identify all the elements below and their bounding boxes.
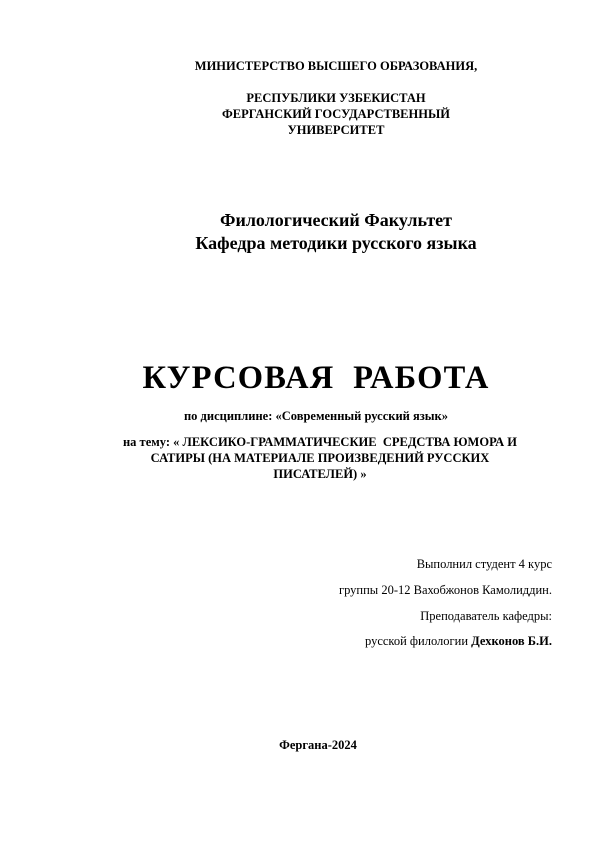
- city-year: Фергана-2024: [279, 738, 357, 752]
- topic-line-1: на тему: « ЛЕКСИКО-ГРАММАТИЧЕСКИЕ СРЕДСТВА ЮМОРА И: [122, 435, 517, 449]
- document-title: КУРСОВАЯ РАБОТА: [142, 360, 490, 396]
- discipline-line: по дисциплине: «Современный русский язык»: [183, 409, 448, 423]
- topic-line-2: САТИРЫ (НА МАТЕРИАЛЕ ПРОИЗВЕДЕНИЙ РУССКИХ: [150, 451, 490, 465]
- university-line-2: УНИВЕРСИТЕТ: [287, 123, 385, 137]
- author-line-2: группы 20-12 Вахобжонов Камолиддин.: [338, 583, 552, 597]
- republic-line: РЕСПУБЛИКИ УЗБЕКИСТАН: [246, 91, 426, 105]
- department-name: Кафедра методики русского языка: [195, 233, 477, 253]
- university-line-1: ФЕРГАНСКИЙ ГОСУДАРСТВЕННЫЙ: [222, 107, 450, 121]
- supervisor-line-1: Преподаватель кафедры:: [420, 609, 552, 623]
- ministry-line: МИНИСТЕРСТВО ВЫСШЕГО ОБРАЗОВАНИЯ,: [194, 59, 478, 73]
- supervisor-dept: русской филологии: [364, 634, 472, 648]
- faculty-name: Филологический Факультет: [219, 210, 453, 230]
- supervisor-line-2: [365, 633, 552, 649]
- supervisor-name: Дехконов Б.И.: [471, 634, 552, 648]
- topic-line-3: ПИСАТЕЛЕЙ) »: [273, 467, 367, 481]
- author-line-1: Выполнил студент 4 курс: [416, 557, 552, 571]
